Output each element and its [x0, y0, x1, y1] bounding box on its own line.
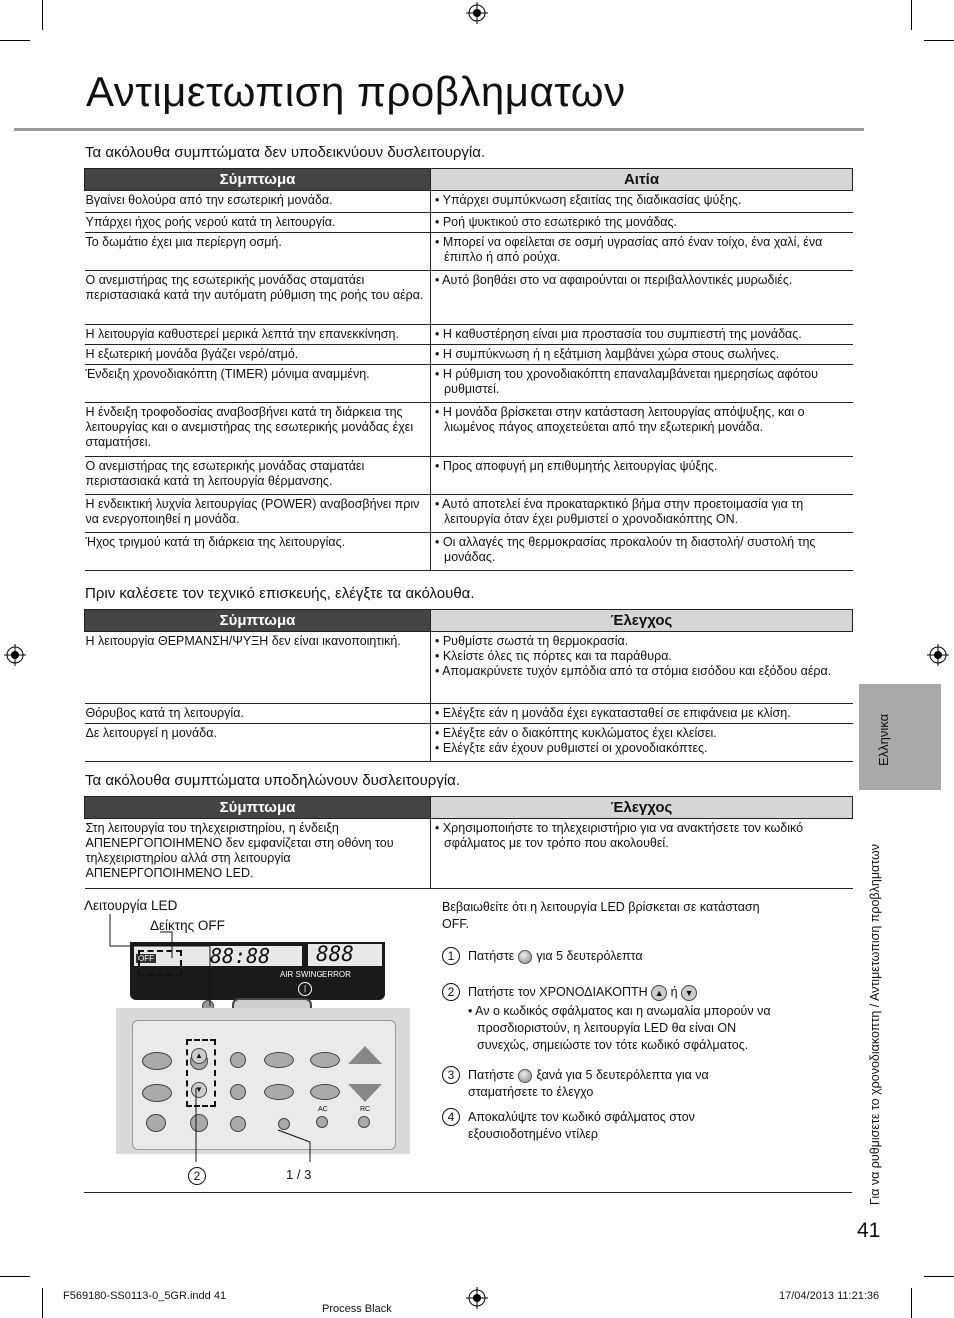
- section3-intro: Τα ακόλουθα συμπτώματα υποδηλώνουν δυσλειτουργία.: [85, 772, 461, 789]
- cause-cell: [431, 819, 853, 889]
- table-row: [85, 345, 853, 365]
- symptom-cell: Υπάρχει ήχος ροής νερού κατά τη λειτουργία.: [85, 213, 431, 233]
- bullet-item: • Ελέγξτε εάν έχουν ρυθμιστεί οι χρονοδιακόπτες.: [435, 741, 708, 755]
- section2-intro: Πριν καλέσετε τον τεχνικό επισκευής, ελέγξτε τα ακόλουθα.: [85, 585, 475, 602]
- symptom-cell: Η ένδειξη τροφοδοσίας αναβοσβήνει κατά τη διάρκεια της λειτουργίας και ο ανεμιστήρας της εσωτερικής μονάδας έχει σταματήσει.: [85, 403, 431, 457]
- bullet-item: • Κλείστε όλες τις πόρτες και τα παράθυρα.: [435, 649, 672, 663]
- callout-2: 2: [188, 1167, 206, 1185]
- off-indicator-label: Δείκτης OFF: [150, 918, 225, 933]
- up-button-icon: ▲: [651, 985, 667, 1001]
- table-row: [85, 233, 853, 271]
- cause-cell: [431, 365, 853, 403]
- col-header-symptom: Σύμπτωμα: [85, 610, 431, 632]
- table-row: [85, 271, 853, 325]
- table-row: [85, 457, 853, 495]
- power-icon: |: [298, 982, 312, 996]
- symptom-cell: Η ενδεικτική λυχνία λειτουργίας (POWER) αναβοσβήνει πριν να ενεργοποιηθεί η μονάδα.: [85, 495, 431, 533]
- bullet-item: • Μπορεί να οφείλεται σε οσμή υγρασίας από έναν τοίχο, ένα χαλί, ένα έπιπλο ή από ρούχα.: [435, 235, 823, 264]
- symptom-cell: Η λειτουργία ΘΕΡΜΑΝΣΗ/ΨΥΞΗ δεν είναι ικανοποιητική.: [85, 632, 431, 704]
- bullet-item: • Ροή ψυκτικού στο εσωτερικό της μονάδας.: [435, 215, 678, 229]
- cause-cell: [431, 213, 853, 233]
- temp-down-button[interactable]: ▼: [191, 1082, 207, 1098]
- registration-mark-icon: [466, 2, 488, 24]
- table-row: [85, 325, 853, 345]
- step-3: 3 Πατήστε ξανά για 5 δευτερόλεπτα για να σταματήσετε το έλεγχο: [442, 1067, 782, 1101]
- bottom-rule: [84, 1192, 852, 1193]
- table-row: [85, 632, 853, 704]
- bullet-item: • Η καθυστέρηση είναι μια προστασία του συμπιεστή της μονάδας.: [435, 327, 802, 341]
- symptom-cell: Ο ανεμιστήρας της εσωτερικής μονάδας σταματάει περιστασιακά κατά τη λειτουργία θέρμανσης.: [85, 457, 431, 495]
- table-row: [85, 213, 853, 233]
- table-malfunctions: [84, 796, 853, 889]
- table-row: [85, 365, 853, 403]
- cause-cell: [431, 457, 853, 495]
- symptom-cell: Το δωμάτιο έχει μια περίεργη οσμή.: [85, 233, 431, 271]
- temp-up-button[interactable]: ▲: [191, 1048, 207, 1064]
- callout-lines: [100, 906, 340, 1176]
- cause-cell: [431, 704, 853, 724]
- bullet-item: • Απομακρύνετε τυχόν εμπόδια από τα στόμια εισόδου και εξόδου αέρα.: [435, 664, 832, 678]
- footer-file: F569180-SS0113-0_5GR.indd 41: [63, 1290, 227, 1302]
- led-mode-label: Λειτουργία LED: [84, 898, 178, 913]
- led-intro: Βεβαιωθείτε ότι η λειτουργία LED βρίσκεται σε κατάσταση OFF.: [442, 900, 760, 931]
- ac-label: AC: [318, 1106, 328, 1113]
- table-symptoms-normal: [84, 168, 853, 571]
- symptom-cell: Βγαίνει θολούρα από την εσωτερική μονάδα.: [85, 191, 431, 213]
- table-row: [85, 819, 853, 889]
- rc-label: RC: [360, 1106, 371, 1113]
- callout-1-3: 1 / 3: [286, 1167, 312, 1182]
- language-tab-label: Ελληνικα: [876, 713, 891, 767]
- language-tab: [859, 684, 941, 790]
- cause-cell: [431, 724, 853, 762]
- bullet-item: • Οι αλλαγές της θερμοκρασίας προκαλούν τη διαστολή/ συστολή της μονάδας.: [435, 535, 816, 564]
- registration-mark-icon: [466, 1287, 488, 1309]
- bullet-item: • Ελέγξτε εάν η μονάδα έχει εγκατασταθεί σε επιφάνεια με κλίση.: [435, 706, 791, 720]
- table-row: [85, 403, 853, 457]
- footer-date: 17/04/2013 11:21:36: [779, 1290, 880, 1302]
- symptom-cell: Ένδειξη χρονοδιακόπτη (TIMER) μόνιμα αναμμένη.: [85, 365, 431, 403]
- bullet-item: • Η μονάδα βρίσκεται στην κατάσταση λειτουργίας απόψυξης, και ο λιωμένος πάγος αποχετεύεται από την εξωτερική μονάδα.: [435, 405, 805, 434]
- lcd-digits-temp: 888: [316, 942, 354, 966]
- crop-mark: [911, 0, 912, 30]
- table-row: [85, 191, 853, 213]
- lcd-error-text: ERROR: [322, 970, 351, 979]
- col-header-cause: Αιτία: [431, 169, 853, 191]
- down-button-icon: ▼: [681, 985, 697, 1001]
- lcd-off-text: OFF: [138, 954, 154, 963]
- table-row: [85, 533, 853, 571]
- crop-mark: [924, 40, 954, 41]
- col-header-symptom: Σύμπτωμα: [85, 797, 431, 819]
- symptom-cell: Ο ανεμιστήρας της εσωτερικής μονάδας σταματάει περιστασιακά κατά την αυτόματη ρύθμιση της ροής του αέρα.: [85, 271, 431, 325]
- symptom-cell: Η λειτουργία καθυστερεί μερικά λεπτά την επανεκκίνηση.: [85, 325, 431, 345]
- crop-mark: [42, 0, 43, 30]
- title-divider: [14, 128, 864, 131]
- registration-mark-icon: [927, 644, 949, 666]
- symptom-cell: Η εξωτερική μονάδα βγάζει νερό/ατμό.: [85, 345, 431, 365]
- registration-mark-icon: [4, 644, 26, 666]
- col-header-check: Έλεγχος: [431, 797, 853, 819]
- bullet-item: • Χρησιμοποιήστε το τηλεχειριστήριο για να ανακτήσετε τον κωδικό σφάλματος με τον τρόπο που ακολουθεί.: [435, 821, 804, 850]
- cause-cell: [431, 345, 853, 365]
- table-pre-service-checks: [84, 609, 853, 762]
- col-header-check: Έλεγχος: [431, 610, 853, 632]
- symptom-cell: Θόρυβος κατά τη λειτουργία.: [85, 704, 431, 724]
- cause-cell: [431, 325, 853, 345]
- step-2: 2 Πατήστε τον ΧΡΟΝΟΔΙΑΚΟΠΤΗ ▲ ή ▼ • Αν ο κωδικός σφάλματος και η ανωμαλία μπορούν να προσδιοριστούν, η λειτουργία LED θα είναι ON συνεχώς, σημειώστε τον τότε κωδικό σφάλματος.: [442, 984, 782, 1054]
- cause-cell: [431, 632, 853, 704]
- crop-mark: [42, 1288, 43, 1318]
- crop-mark: [0, 1276, 30, 1277]
- cause-cell: [431, 191, 853, 213]
- cause-cell: [431, 403, 853, 457]
- check-button-icon: [518, 1069, 532, 1083]
- bullet-item: • Αυτό βοηθάει στο να αφαιρούνται οι περιβαλλοντικές μυρωδιές.: [435, 273, 793, 287]
- symptom-cell: Δε λειτουργεί η μονάδα.: [85, 724, 431, 762]
- crop-mark: [0, 40, 30, 41]
- step-1: 1 Πατήστε για 5 δευτερόλεπτα: [442, 948, 782, 965]
- lcd-airswing-text: AIR SWING: [280, 970, 323, 979]
- cause-cell: [431, 233, 853, 271]
- crop-mark: [924, 1276, 954, 1277]
- bullet-item: • Υπάρχει συμπύκνωση εξαιτίας της διαδικασίας ψύξης.: [435, 193, 742, 207]
- cause-cell: [431, 495, 853, 533]
- footer-process: Process Black: [322, 1303, 392, 1315]
- page-title: Αντιμετωπιση προβληματων: [86, 68, 626, 115]
- cause-cell: [431, 271, 853, 325]
- bullet-item: • Ρυθμίστε σωστά τη θερμοκρασία.: [435, 634, 629, 648]
- symptom-cell: Στη λειτουργία του τηλεχειριστηρίου, η ένδειξη ΑΠΕΝΕΡΓΟΠΟΙΗΜΕΝΟ δεν εμφανίζεται στη οθόνη του τηλεχειριστηρίου αλλά στη λειτουργία ΑΠΕΝΕΡΓΟΠΟΙΗΜΕΝΟ LED.: [85, 819, 431, 889]
- table-row: [85, 495, 853, 533]
- bullet-item: • Ελέγξτε εάν ο διακόπτης κυκλώματος έχει κλείσει.: [435, 726, 717, 740]
- check-button-icon: [518, 950, 532, 964]
- bullet-item: • Προς αποφυγή μη επιθυμητής λειτουργίας ψύξης.: [435, 459, 718, 473]
- symptom-cell: Ήχος τριγμού κατά τη διάρκεια της λειτουργίας.: [85, 533, 431, 571]
- side-section-note: Για να ρυθμισετε το χρονοδιακοπτη / Αντιμετωπιση προβληματων: [868, 843, 882, 1205]
- bullet-item: • Η συμπύκνωση ή η εξάτμιση λαμβάνει χώρα στους σωλήνες.: [435, 347, 780, 361]
- lcd-digits-time: 88:88: [210, 944, 271, 968]
- table-row: [85, 724, 853, 762]
- page-number: 41: [857, 1219, 881, 1242]
- section1-intro: Τα ακόλουθα συμπτώματα δεν υποδεικνύουν δυσλειτουργία.: [85, 144, 486, 161]
- step-4: 4 Αποκαλύψτε τον κωδικό σφάλματος στον εξουσιοδοτημένο ντίλερ: [442, 1109, 782, 1143]
- table-row: [85, 704, 853, 724]
- bullet-item: • Η ρύθμιση του χρονοδιακόπτη επαναλαμβάνεται ημερησίως αφότου ρυθμιστεί.: [435, 367, 818, 396]
- crop-mark: [911, 1288, 912, 1318]
- cause-cell: [431, 533, 853, 571]
- bullet-item: • Αυτό αποτελεί ένα προκαταρκτικό βήμα στην προετοιμασία για τη λειτουργία όταν έχει ρυθμιστεί ο χρονοδιακόπτης ON.: [435, 497, 804, 526]
- col-header-symptom: Σύμπτωμα: [85, 169, 431, 191]
